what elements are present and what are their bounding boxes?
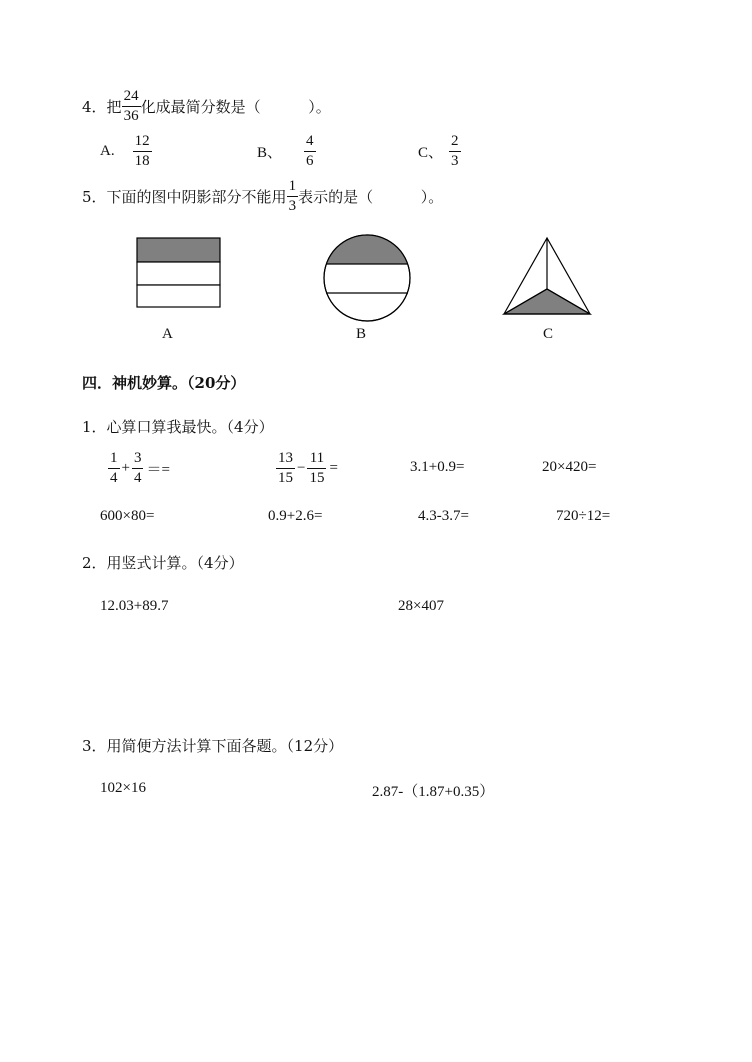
q4-option-a: A. $\frac{12}{18}$ bbox=[100, 133, 150, 169]
figure-b-label: B bbox=[356, 326, 367, 342]
q4-number: 4． bbox=[82, 98, 107, 116]
s2-title: 2．用竖式计算。（4分） bbox=[82, 554, 244, 572]
s2-item-1: 12.03+89.7 bbox=[100, 598, 169, 614]
s1-expr-7: 4.3-3.7= bbox=[418, 508, 469, 524]
s1-expr-8: 720÷12= bbox=[556, 508, 611, 524]
figure-b-circle bbox=[320, 230, 414, 321]
q4-fraction: $\frac{24}{36}$ bbox=[123, 88, 139, 124]
q4-option-c: C、 $\frac{2}{3}$ bbox=[418, 133, 459, 169]
figure-a-rectangle bbox=[137, 238, 220, 307]
s3-item-2: 2.87-（1.87+0.35） bbox=[372, 784, 495, 800]
figure-c-label: C bbox=[543, 326, 554, 342]
q4-prefix: 把 bbox=[106, 98, 122, 116]
q4-option-b: B、 $\frac{4}{6}$ bbox=[257, 133, 314, 169]
s3-title: 3．用简便方法计算下面各题。（12分） bbox=[82, 737, 344, 755]
s1-expr-2: $\frac{13}{15}$ − $\frac{11}{15}$ = bbox=[278, 450, 338, 486]
q5-fraction: $\frac{1}{3}$ bbox=[288, 178, 297, 214]
s1-expr-4: 20×420= bbox=[542, 459, 597, 475]
figure-c-triangle bbox=[504, 238, 590, 314]
s1-expr-5: 600×80= bbox=[100, 508, 155, 524]
s1-expr-1: $\frac{1}{4}$ + $\frac{3}{4}$ ＝= bbox=[110, 450, 170, 486]
s1-title: 1．心算口算我最快。（4分） bbox=[82, 418, 274, 436]
q5-number: 5． bbox=[82, 188, 107, 206]
figure-a-label: A bbox=[162, 326, 173, 342]
s1-expr-3: 3.1+0.9= bbox=[410, 459, 465, 475]
q5-suffix: 表示的是（ ）。 bbox=[298, 188, 444, 206]
s2-item-2: 28×407 bbox=[398, 598, 444, 614]
s1-expr-6: 0.9+2.6= bbox=[268, 508, 323, 524]
q5-prefix: 下面的图中阴影部分不能用 bbox=[106, 188, 287, 206]
q4-suffix: 化成最简分数是（ ）。 bbox=[140, 98, 331, 116]
s3-item-1: 102×16 bbox=[100, 780, 146, 796]
section-4-title: 四．神机妙算。（20分） bbox=[82, 374, 246, 392]
q5-figures bbox=[0, 0, 752, 360]
